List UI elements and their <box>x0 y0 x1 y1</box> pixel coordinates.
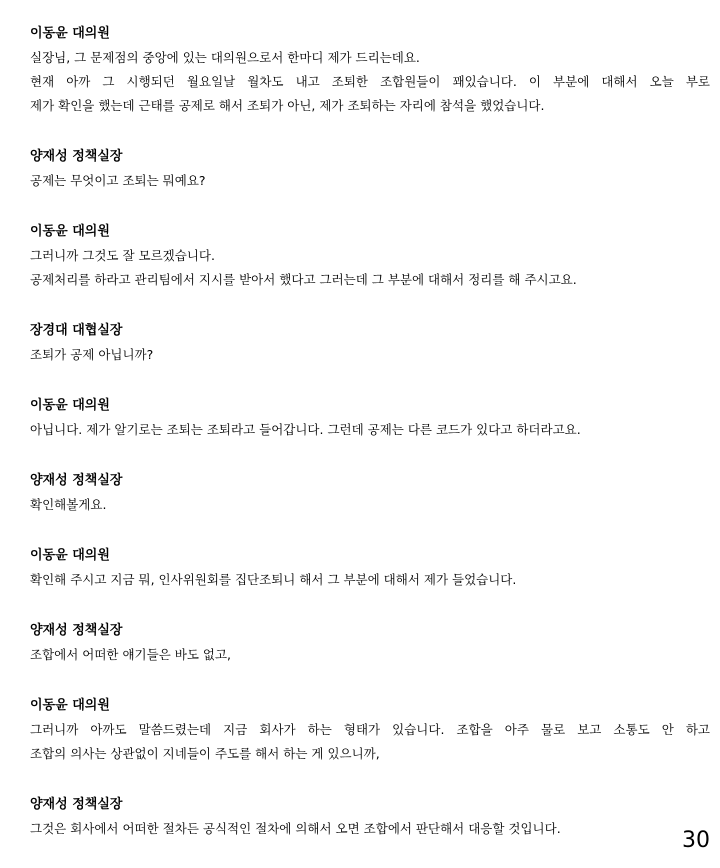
speaker-name: 이동윤 대의원 <box>30 224 110 239</box>
statement-line: 제가 확인을 했는데 근태를 공제로 해서 조퇴가 아닌, 제가 조퇴하는 자리에 참석을 했었습니다. <box>30 98 545 113</box>
statement-block <box>30 694 710 766</box>
statement-block <box>30 145 710 193</box>
speaker-name: 양재성 정책실장 <box>30 623 123 638</box>
statement-line: 확인해볼게요. <box>30 497 107 512</box>
speaker-name: 양재성 정책실장 <box>30 473 123 488</box>
statement-line: 공제는 무엇이고 조퇴는 뭐예요? <box>30 173 206 188</box>
statement-line: 공제처리를 하라고 관리팀에서 지시를 받아서 했다고 그러는데 그 부분에 대해서 정리를 해 주시고요. <box>30 272 577 287</box>
transcript-page <box>30 22 710 868</box>
statement-block <box>30 544 710 592</box>
statement-block <box>30 619 710 667</box>
speaker-name: 이동윤 대의원 <box>30 698 110 713</box>
statement-line: 조합에서 어떠한 얘기들은 바도 없고, <box>30 647 231 662</box>
statement-line: 조합의 의사는 상관없이 지네들이 주도를 해서 하는 게 있으니까, <box>30 746 380 761</box>
statement-line: 그러니까 그것도 잘 모르겠습니다. <box>30 248 215 263</box>
speaker-name: 이동윤 대의원 <box>30 26 110 41</box>
statement-block <box>30 469 710 517</box>
speaker-name: 이동윤 대의원 <box>30 398 110 413</box>
statement-block <box>30 793 710 841</box>
statement-block <box>30 394 710 442</box>
statement-line: 현재 아까 그 시행되던 월요일날 월차도 내고 조퇴한 조합원들이 꽤있습니다. 이 부분에 대해서 오늘 부로 <box>30 74 710 89</box>
statement-line: 확인해 주시고 지금 뭐, 인사위원회를 집단조퇴니 해서 그 부분에 대해서 제가 들었습니다. <box>30 572 517 587</box>
statement-block <box>30 22 710 118</box>
statement-line: 그것은 회사에서 어떠한 절차든 공식적인 절차에 의해서 오면 조합에서 판단해서 대응할 것입니다. <box>30 821 561 836</box>
statement-block <box>30 220 710 292</box>
page-number: 30 <box>682 828 710 853</box>
statement-line: 실장님, 그 문제점의 중앙에 있는 대의원으로서 한마디 제가 드리는데요. <box>30 50 420 65</box>
statement-line: 아닙니다. 제가 알기로는 조퇴는 조퇴라고 들어갑니다. 그런데 공제는 다른 코드가 있다고 하더라고요. <box>30 422 581 437</box>
statement-block <box>30 319 710 367</box>
statement-line: 조퇴가 공제 아닙니까? <box>30 347 154 362</box>
speaker-name: 양재성 정책실장 <box>30 797 123 812</box>
statement-line: 그러니까 아까도 말씀드렸는데 지금 회사가 하는 형태가 있습니다. 조합을 아주 물로 보고 소통도 안 하고 <box>30 722 710 737</box>
speaker-name: 이동윤 대의원 <box>30 548 110 563</box>
speaker-name: 양재성 정책실장 <box>30 149 123 164</box>
speaker-name: 장경대 대협실장 <box>30 323 123 338</box>
